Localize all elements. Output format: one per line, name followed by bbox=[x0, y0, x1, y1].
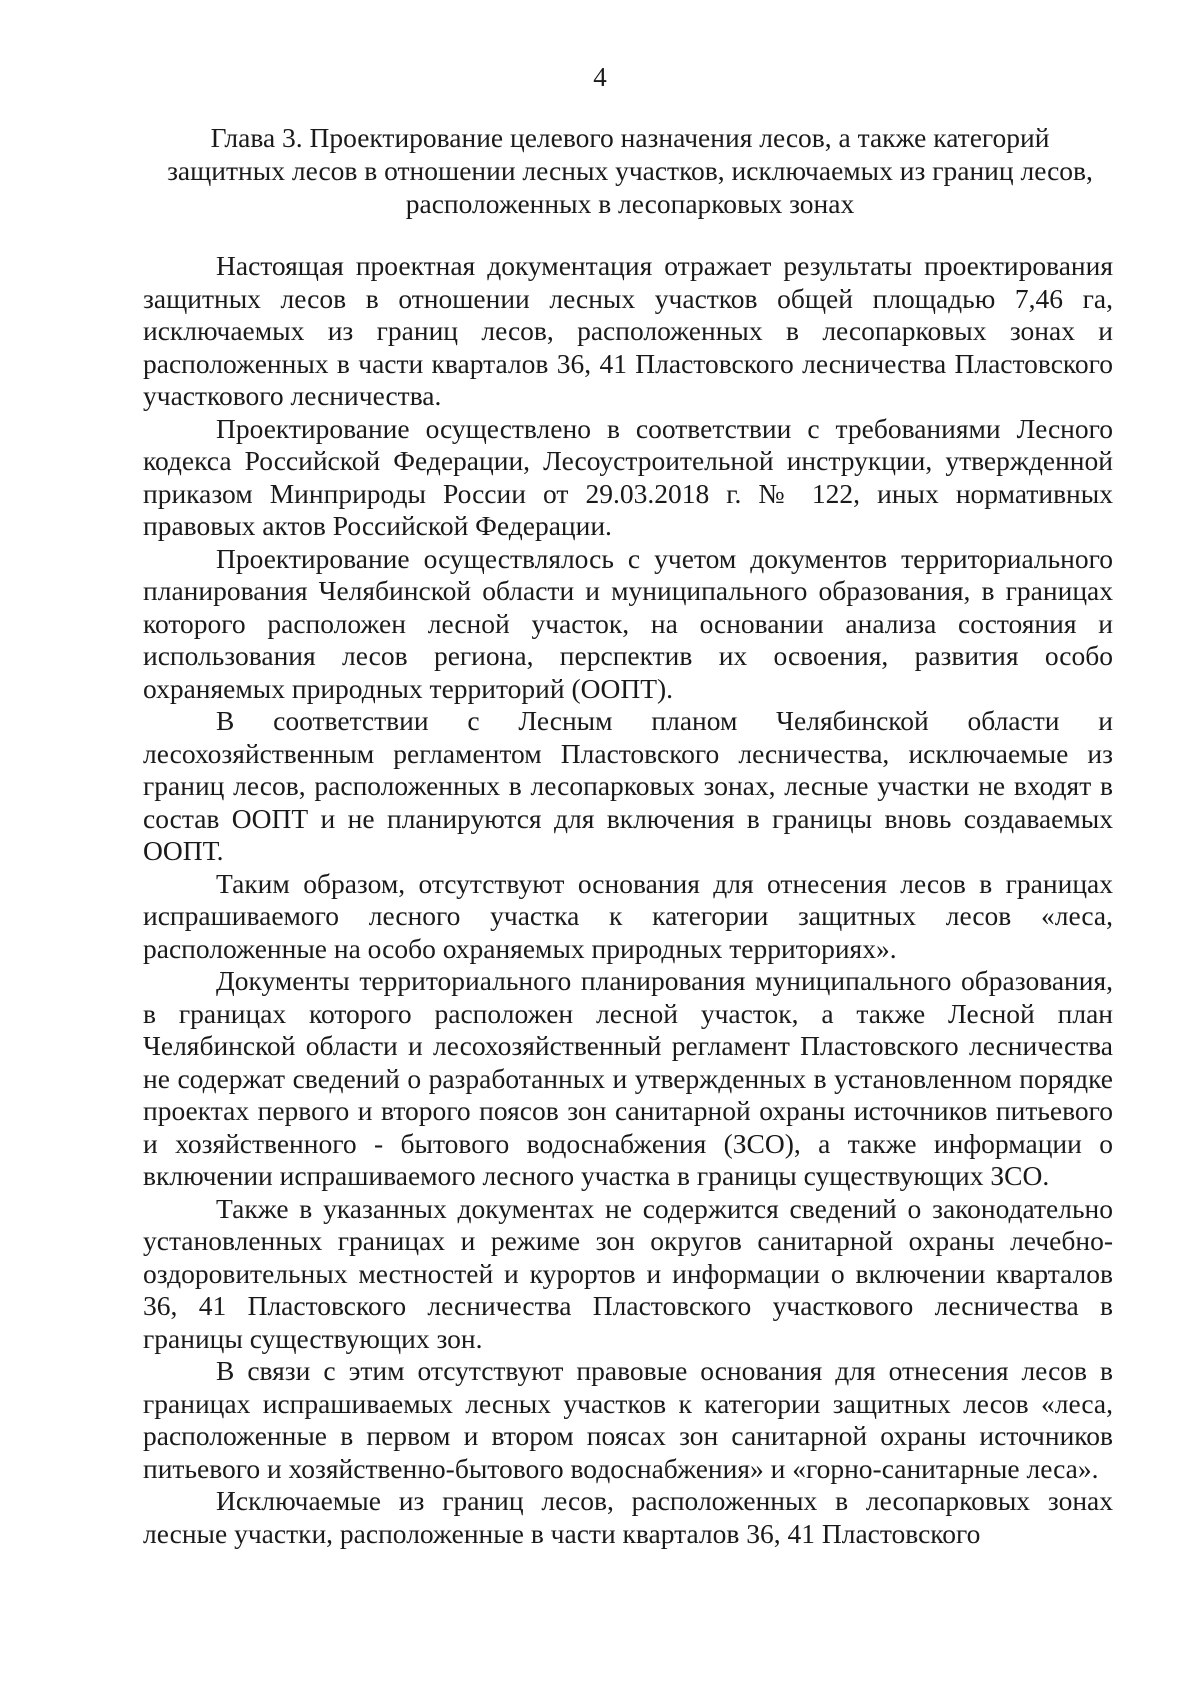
chapter-title bbox=[150, 121, 1110, 220]
paragraph: Проектирование осуществлено в соответствии с требованиями Лесного кодекса Российской Федерации, Лесоустроительной инструкции, утвержденной приказом Минприроды России от 29.03.2018 г. № 122, иных нормативных правовых актов Российской Федерации. bbox=[143, 412, 1113, 541]
paragraph: В соответствии с Лесным планом Челябинской области и лесохозяйственным регламентом Пластовского лесничества, исключаемые из границ лесов, расположенных в лесопарковых зонах, лесные участки не входят в состав ООПТ и не планируются для включения в границы вновь создаваемых ООПТ. bbox=[143, 705, 1113, 866]
chapter-title-line: Глава 3. Проектирование целевого назначения лесов, а также категорий bbox=[210, 122, 1050, 153]
paragraph: Настоящая проектная документация отражает результаты проектирования защитных лесов в отношении лесных участков общей площадью 7,46 га, исключаемых из границ лесов, расположенных в лесопарковых зонах и расположенных в части кварталов 36, 41 Пластовского лесничества Пластовского участкового лесничества. bbox=[143, 250, 1113, 411]
page-number: 4 bbox=[593, 62, 607, 92]
paragraph: Документы территориального планирования муниципального образования, в границах которого расположен лесной участок, а также Лесной план Челябинской области и лесохозяйственный регламент Пластовского лесничества не содержат сведений о разработанных и утвержденных в установленном порядке проектах первого и второго поясов зон санитарной охраны источников питьевого и хозяйственного - бытового водоснабжения (ЗСО), а также информации о включении испрашиваемого лесного участка в границы существующих ЗСО. bbox=[143, 965, 1113, 1191]
paragraph: Проектирование осуществлялось с учетом документов территориального планирования Челябинской области и муниципального образования, в границах которого расположен лесной участок, на основании анализа состояния и использования лесов региона, перспектив их освоения, развития особо охраняемых природных территорий (ООПТ). bbox=[143, 542, 1113, 704]
paragraph: В связи с этим отсутствуют правовые основания для отнесения лесов в границах испрашиваемых лесных участков к категории защитных лесов «леса, расположенные в первом и втором поясах зон санитарной охраны источников питьевого и хозяйственно-бытового водоснабжения» и «горно-санитарные леса». bbox=[143, 1355, 1113, 1484]
chapter-title-line: защитных лесов в отношении лесных участков, исключаемых из границ лесов, bbox=[167, 155, 1093, 186]
paragraph: Таким образом, отсутствуют основания для отнесения лесов в границах испрашиваемого лесного участка к категории защитных лесов «леса, расположенные на особо охраняемых природных территориях». bbox=[143, 867, 1113, 964]
paragraph: Исключаемые из границ лесов, расположенных в лесопарковых зонах лесные участки, расположенные в части кварталов 36, 41 Пластовского bbox=[143, 1485, 1113, 1549]
body-text bbox=[143, 250, 1113, 1550]
chapter-title-line: расположенных в лесопарковых зонах bbox=[405, 188, 855, 219]
paragraph: Также в указанных документах не содержится сведений о законодательно установленных границах и режиме зон округов санитарной охраны лечебно-оздоровительных местностей и курортов и информации о включении кварталов 36, 41 Пластовского лесничества Пластовского участкового лесничества в границы существующих зон. bbox=[143, 1192, 1113, 1354]
